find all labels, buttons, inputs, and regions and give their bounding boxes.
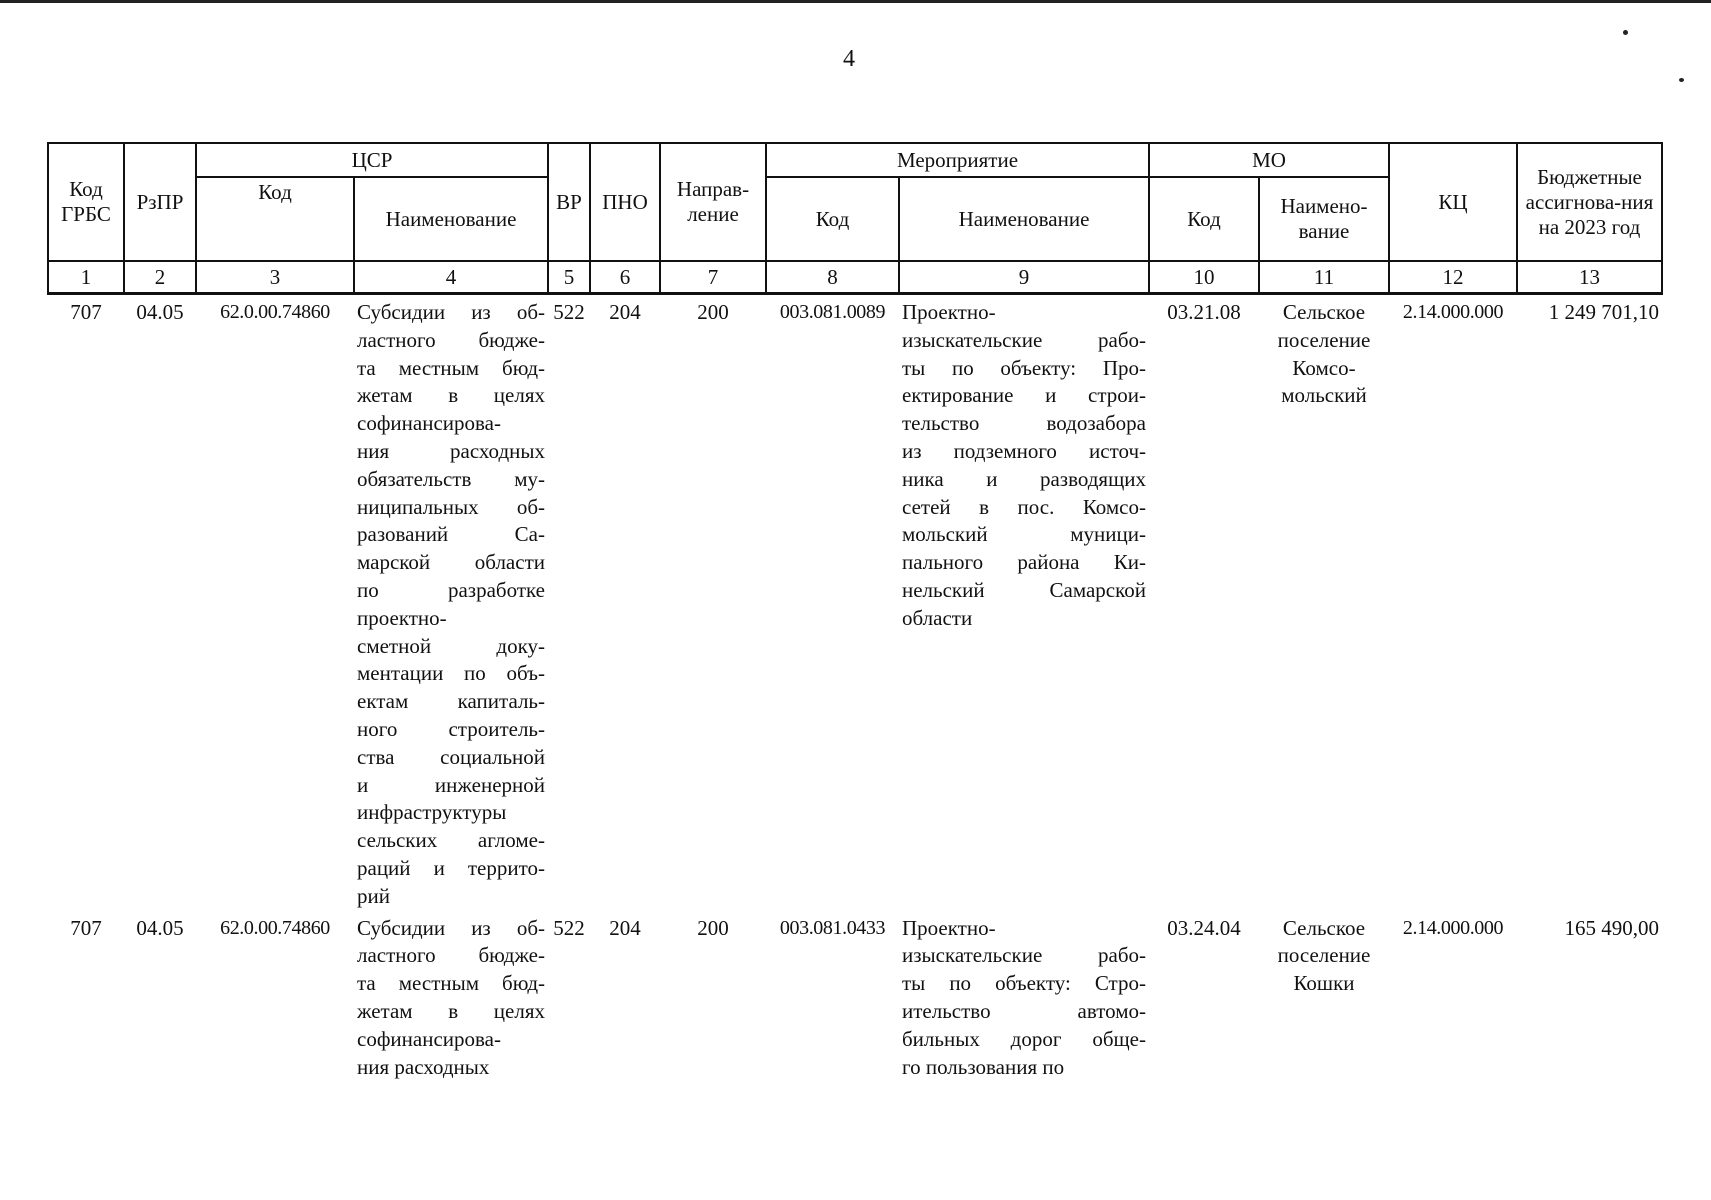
text-line: ластного бюдже- <box>357 327 545 352</box>
table-row <box>48 911 1662 1093</box>
text-line: изыскательские рабо- <box>902 943 1146 968</box>
text-line: ника и разводящих <box>902 466 1146 491</box>
cell-csr-name <box>354 294 548 911</box>
text-line: ластного бюдже- <box>357 943 545 968</box>
cell-pno: 204 <box>609 300 641 324</box>
text-line: ты по объекту: Стро- <box>902 971 1146 996</box>
header-mo-name: Наимено-вание <box>1259 177 1389 261</box>
text-line: поселение <box>1277 327 1371 352</box>
text-line: Субсидии из об- <box>357 300 545 324</box>
text-line: го пользования по <box>902 1054 1065 1079</box>
cell-napravlenie: 200 <box>697 300 729 324</box>
text-line: Субсидии из об- <box>357 915 545 940</box>
text-line: ментации по объ- <box>357 661 545 686</box>
col-number: 4 <box>354 261 548 294</box>
cell-vr: 522 <box>553 300 585 324</box>
cell-mer-name <box>899 294 1149 911</box>
cell-mo-name <box>1259 294 1389 911</box>
text-line: сетей в пос. Комсо- <box>902 494 1146 519</box>
text-line: мольский <box>1281 383 1367 408</box>
text-line: Комсо- <box>1292 355 1356 380</box>
text-line: Проектно- <box>902 300 996 324</box>
text-line: из подземного источ- <box>902 438 1146 463</box>
text-line: Проектно- <box>902 915 996 940</box>
header-napravlenie: Направ-ление <box>660 143 766 261</box>
header-mo-kod: Код <box>1149 177 1259 261</box>
cell-kc: 2.14.000.000 <box>1402 916 1504 939</box>
text-line: и инженерной <box>357 772 545 797</box>
text-line: ниципальных об- <box>357 494 545 519</box>
cell-pno: 204 <box>609 915 641 940</box>
text-line: мольский муници- <box>902 522 1146 547</box>
col-number: 13 <box>1517 261 1662 294</box>
col-number: 8 <box>766 261 899 294</box>
col-number: 6 <box>590 261 660 294</box>
text-line: Кошки <box>1293 971 1355 996</box>
header-csr: ЦСР <box>196 143 548 177</box>
text-line: сельских агломе- <box>357 828 545 853</box>
cell-kod-grbs: 707 <box>70 300 102 324</box>
text-line: инфраструктуры <box>357 800 507 825</box>
text-line: поселение <box>1277 943 1371 968</box>
header-rzpr: РзПР <box>124 143 196 261</box>
page-number: 4 <box>843 46 855 72</box>
header-csr-name: Наименование <box>354 177 548 261</box>
header-mo: МО <box>1149 143 1389 177</box>
cell-rzpr: 04.05 <box>136 915 184 940</box>
text-line: ты по объекту: Про- <box>902 355 1146 380</box>
cell-mer-name <box>899 911 1149 1093</box>
col-number: 7 <box>660 261 766 294</box>
col-number: 3 <box>196 261 354 294</box>
cell-mo-name <box>1259 911 1389 1093</box>
col-number: 10 <box>1149 261 1259 294</box>
cell-kc: 2.14.000.000 <box>1402 301 1504 323</box>
text-line: софинансирова- <box>357 1026 501 1051</box>
text-line: жетам в целях <box>357 998 545 1023</box>
text-line: ного строитель- <box>357 716 545 741</box>
text-line: тельство водозабора <box>902 411 1146 436</box>
cell-napravlenie: 200 <box>697 915 729 940</box>
table-row <box>48 294 1662 911</box>
col-number: 5 <box>548 261 590 294</box>
text-line: ния расходных <box>357 438 545 463</box>
text-line: бильных дорог обще- <box>902 1026 1146 1051</box>
text-line: ительство автомо- <box>902 998 1146 1023</box>
col-number: 12 <box>1389 261 1517 294</box>
header-kod-grbs: Код ГРБС <box>48 143 124 261</box>
text-line: сметной доку- <box>357 633 545 658</box>
text-line: обязательств му- <box>357 466 545 491</box>
cell-csr-name <box>354 911 548 1093</box>
text-line: разований Са- <box>357 522 545 547</box>
text-line: Сельское <box>1282 915 1366 940</box>
text-line: ектам капиталь- <box>357 689 545 714</box>
header-pno: ПНО <box>590 143 660 261</box>
text-line: Сельское <box>1282 300 1366 324</box>
text-line: пального района Ки- <box>902 550 1146 575</box>
header-csr-kod: Код <box>196 177 354 261</box>
header-budget: Бюджетные ассигнова-ния на 2023 год <box>1517 143 1662 261</box>
col-number: 1 <box>48 261 124 294</box>
cell-mer-kod: 003.081.0433 <box>779 916 886 939</box>
cell-kod-grbs: 707 <box>70 915 102 940</box>
text-line: жетам в целях <box>357 383 545 408</box>
text-line: проектно- <box>357 605 447 630</box>
col-number: 2 <box>124 261 196 294</box>
col-number: 9 <box>899 261 1149 294</box>
text-line: нельский Самарской <box>902 577 1146 602</box>
scan-speck <box>1623 30 1628 35</box>
text-line: ектирование и строи- <box>902 383 1146 408</box>
text-line: изыскательские рабо- <box>902 327 1146 352</box>
scan-top-edge <box>0 0 1711 3</box>
text-line: раций и террито- <box>357 855 545 880</box>
text-line: по разработке <box>357 577 545 602</box>
text-line: ния расходных <box>357 1054 490 1079</box>
cell-csr-kod: 62.0.00.74860 <box>220 916 330 939</box>
cell-rzpr: 04.05 <box>136 300 184 324</box>
text-line: та местным бюд- <box>357 971 545 996</box>
scan-speck <box>1679 78 1684 82</box>
cell-mo-kod: 03.21.08 <box>1167 300 1241 324</box>
cell-budget: 165 490,00 <box>1564 915 1659 940</box>
text-line: области <box>902 605 973 630</box>
budget-table <box>47 142 1663 1093</box>
text-line: марской области <box>357 550 545 575</box>
header-vr: ВР <box>548 143 590 261</box>
column-number-row <box>48 261 1662 294</box>
text-line: рий <box>357 883 390 908</box>
cell-budget: 1 249 701,10 <box>1548 300 1659 324</box>
header-meropriyatie: Мероприятие <box>766 143 1149 177</box>
text-line: ства социальной <box>357 744 545 769</box>
text-line: та местным бюд- <box>357 355 545 380</box>
header-mer-kod: Код <box>766 177 899 261</box>
text-line: софинансирова- <box>357 411 501 436</box>
col-number: 11 <box>1259 261 1389 294</box>
cell-mer-kod: 003.081.0089 <box>779 301 886 323</box>
cell-mo-kod: 03.24.04 <box>1167 915 1241 940</box>
header-mer-name: Наименование <box>899 177 1149 261</box>
header-kc: КЦ <box>1389 143 1517 261</box>
cell-vr: 522 <box>553 915 585 940</box>
cell-csr-kod: 62.0.00.74860 <box>220 301 330 323</box>
